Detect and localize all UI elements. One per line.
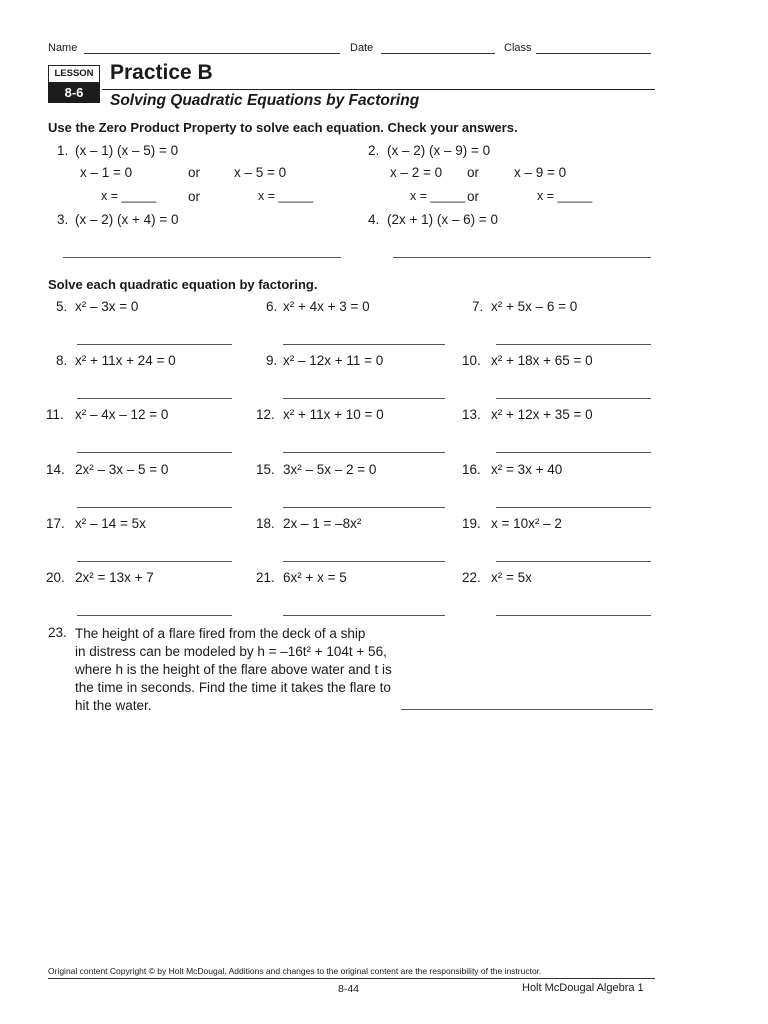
problem-1-right-answer[interactable]: x = _____: [258, 189, 314, 203]
problem-2-left-answer[interactable]: x = _____: [410, 189, 466, 203]
problem-20-number: 20.: [46, 570, 65, 585]
problem-1-left-factor: x – 1 = 0: [80, 165, 133, 180]
problem-19-number: 19.: [462, 516, 481, 531]
problem-2-equation: (x – 2) (x – 9) = 0: [387, 143, 491, 158]
problem-5-answer-line[interactable]: [77, 344, 232, 345]
problem-18-answer-line[interactable]: [283, 561, 445, 562]
problem-1-left-answer[interactable]: x = _____: [101, 189, 157, 203]
problem-20-equation: 2x² = 13x + 7: [75, 570, 154, 585]
date-line[interactable]: [381, 53, 495, 54]
name-line[interactable]: [84, 53, 340, 54]
problem-23-line-1: The height of a flare fired from the deck of a ship: [75, 626, 366, 641]
problem-23-line-2: in distress can be modeled by h = –16t² + 104t + 56,: [75, 644, 387, 659]
section1-instruction: Use the Zero Product Property to solve each equation. Check your answers.: [48, 120, 518, 135]
problem-3-equation: (x – 2) (x + 4) = 0: [75, 212, 179, 227]
problem-1-number: 1.: [57, 143, 69, 158]
class-line[interactable]: [536, 53, 651, 54]
problem-17-answer-line[interactable]: [77, 561, 232, 562]
date-label: Date: [350, 42, 374, 54]
page-subtitle: Solving Quadratic Equations by Factoring: [110, 92, 420, 109]
problem-21-number: 21.: [256, 570, 275, 585]
title-rule: [102, 89, 655, 90]
problem-6-answer-line[interactable]: [283, 344, 445, 345]
problem-9-equation: x² – 12x + 11 = 0: [283, 353, 384, 368]
problem-14-answer-line[interactable]: [77, 507, 232, 508]
problem-8-equation: x² + 11x + 24 = 0: [75, 353, 176, 368]
problem-16-equation: x² = 3x + 40: [491, 462, 563, 477]
problem-11-number: 11.: [46, 407, 64, 422]
problem-13-equation: x² + 12x + 35 = 0: [491, 407, 593, 422]
section2-instruction: Solve each quadratic equation by factoring.: [48, 277, 318, 292]
lesson-label: LESSON: [48, 65, 100, 83]
problem-10-number: 10.: [462, 353, 481, 368]
problem-13-answer-line[interactable]: [496, 452, 651, 453]
problem-10-equation: x² + 18x + 65 = 0: [491, 353, 593, 368]
problem-20-answer-line[interactable]: [77, 615, 232, 616]
problem-1-or: or: [188, 165, 201, 180]
problem-11-answer-line[interactable]: [77, 452, 232, 453]
problem-4-equation: (2x + 1) (x – 6) = 0: [387, 212, 499, 227]
problem-23-answer-line[interactable]: [401, 709, 653, 710]
problem-7-equation: x² + 5x – 6 = 0: [491, 299, 578, 314]
problem-1-right-factor: x – 5 = 0: [234, 165, 287, 180]
problem-23-text: [75, 625, 420, 715]
problem-14-number: 14.: [46, 462, 65, 477]
problem-12-answer-line[interactable]: [283, 452, 445, 453]
problem-3-answer-line[interactable]: [63, 257, 341, 258]
lesson-number: 8-6: [48, 83, 100, 103]
problem-2-or: or: [467, 165, 480, 180]
problem-15-equation: 3x² – 5x – 2 = 0: [283, 462, 377, 477]
problem-10-answer-line[interactable]: [496, 398, 651, 399]
copyright-note: Original content Copyright © by Holt McDougal. Additions and changes to the original content are the responsibility of the instructor.: [48, 966, 542, 976]
problem-15-answer-line[interactable]: [283, 507, 445, 508]
problem-17-number: 17.: [46, 516, 65, 531]
problem-9-answer-line[interactable]: [283, 398, 445, 399]
problem-2-or-2: or: [467, 189, 480, 204]
problem-5-number: 5.: [56, 299, 68, 314]
problem-22-equation: x² = 5x: [491, 570, 532, 585]
problem-12-equation: x² + 11x + 10 = 0: [283, 407, 384, 422]
problem-6-equation: x² + 4x + 3 = 0: [283, 299, 370, 314]
footer-rule: [48, 978, 655, 979]
problem-1-or-2: or: [188, 189, 201, 204]
problem-15-number: 15.: [256, 462, 275, 477]
problem-8-answer-line[interactable]: [77, 398, 232, 399]
problem-6-number: 6.: [266, 299, 278, 314]
problem-23-number: 23.: [48, 625, 67, 640]
problem-21-answer-line[interactable]: [283, 615, 445, 616]
problem-16-answer-line[interactable]: [496, 507, 651, 508]
page-title: Practice B: [110, 61, 213, 84]
problem-19-equation: x = 10x² – 2: [491, 516, 562, 531]
problem-23-line-5: hit the water.: [75, 698, 152, 713]
problem-17-equation: x² – 14 = 5x: [75, 516, 146, 531]
problem-2-left-factor: x – 2 = 0: [390, 165, 443, 180]
problem-9-number: 9.: [266, 353, 278, 368]
problem-18-equation: 2x – 1 = –8x²: [283, 516, 362, 531]
problem-2-right-factor: x – 9 = 0: [514, 165, 567, 180]
problem-16-number: 16.: [462, 462, 481, 477]
problem-8-number: 8.: [56, 353, 68, 368]
class-label: Class: [504, 42, 532, 54]
problem-7-answer-line[interactable]: [496, 344, 651, 345]
problem-5-equation: x² – 3x = 0: [75, 299, 139, 314]
problem-19-answer-line[interactable]: [496, 561, 651, 562]
problem-22-number: 22.: [462, 570, 481, 585]
problem-7-number: 7.: [472, 299, 484, 314]
problem-1-equation: (x – 1) (x – 5) = 0: [75, 143, 179, 158]
problem-12-number: 12.: [256, 407, 275, 422]
page-number: 8-44: [338, 983, 360, 995]
problem-2-right-answer[interactable]: x = _____: [537, 189, 593, 203]
problem-23-line-4: the time in seconds. Find the time it takes the flare to: [75, 680, 391, 695]
problem-4-number: 4.: [368, 212, 380, 227]
problem-11-equation: x² – 4x – 12 = 0: [75, 407, 169, 422]
name-label: Name: [48, 42, 78, 54]
book-title: Holt McDougal Algebra 1: [522, 982, 644, 994]
problem-4-answer-line[interactable]: [393, 257, 651, 258]
problem-14-equation: 2x² – 3x – 5 = 0: [75, 462, 169, 477]
problem-2-number: 2.: [368, 143, 380, 158]
problem-22-answer-line[interactable]: [496, 615, 651, 616]
problem-23-line-3: where h is the height of the flare above water and t is: [75, 662, 392, 677]
problem-21-equation: 6x² + x = 5: [283, 570, 347, 585]
problem-3-number: 3.: [57, 212, 69, 227]
lesson-badge: [48, 65, 100, 103]
problem-13-number: 13.: [462, 407, 481, 422]
problem-18-number: 18.: [256, 516, 275, 531]
